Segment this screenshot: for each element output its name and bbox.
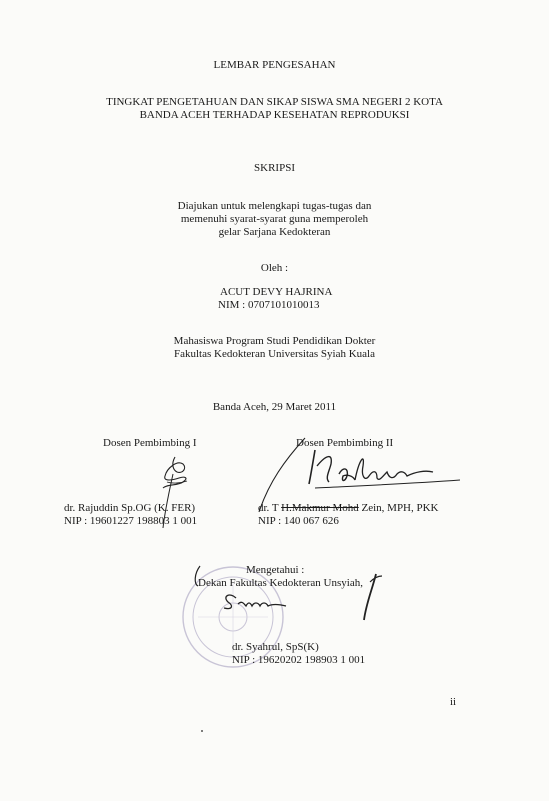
advisor-1-role: Dosen Pembimbing I <box>103 437 197 449</box>
advisor-1-name: dr. Rajuddin Sp.OG (K. FER) <box>64 502 196 514</box>
advisor-2-nip: NIP : 140 067 626 <box>258 515 339 527</box>
approval-position: Dekan Fakultas Kedokteran Unsyiah, <box>198 577 363 589</box>
purpose-line-3: gelar Sarjana Kedokteran <box>218 226 331 238</box>
speck-mark <box>201 730 203 732</box>
by-label: Oleh : <box>260 262 289 274</box>
purpose-line-2: memenuhi syarat-syarat guna memperoleh <box>180 213 369 225</box>
affiliation-line-1: Mahasiswa Program Studi Pendidikan Dokter <box>173 335 376 347</box>
thesis-title-line-1: TINGKAT PENGETAHUAN DAN SIKAP SISWA SMA NEGERI 2 KOTA <box>106 96 443 108</box>
dean-nip: NIP : 19620202 198903 1 001 <box>232 654 366 666</box>
document-type: SKRIPSI <box>254 162 295 174</box>
advisor-2-role: Dosen Pembimbing II <box>296 437 394 449</box>
approval-label: Mengetahui : <box>246 564 305 576</box>
dean-signature <box>186 560 386 630</box>
page-number: ii <box>450 696 457 708</box>
thesis-title-line-2: BANDA ACEH TERHADAP KESEHATAN REPRODUKSI <box>139 109 410 121</box>
purpose-line-1: Diajukan untuk melengkapi tugas-tugas dan <box>177 200 372 212</box>
advisor-1-nip: NIP : 19601227 198803 1 001 <box>64 515 198 527</box>
place-date: Banda Aceh, 29 Maret 2011 <box>212 401 337 413</box>
author-nim: NIM : 0707101010013 <box>218 299 320 311</box>
affiliation-line-2: Fakultas Kedokteran Universitas Syiah Kuala <box>173 348 375 360</box>
advisor-2-name: dr. T H.Makmur Mohd Zein, MPH, PKK <box>258 502 439 514</box>
dean-name: dr. Syahrul, SpS(K) <box>232 641 319 653</box>
author-name: ACUT DEVY HAJRINA <box>220 286 333 298</box>
page-title: LEMBAR PENGESAHAN <box>213 59 336 71</box>
